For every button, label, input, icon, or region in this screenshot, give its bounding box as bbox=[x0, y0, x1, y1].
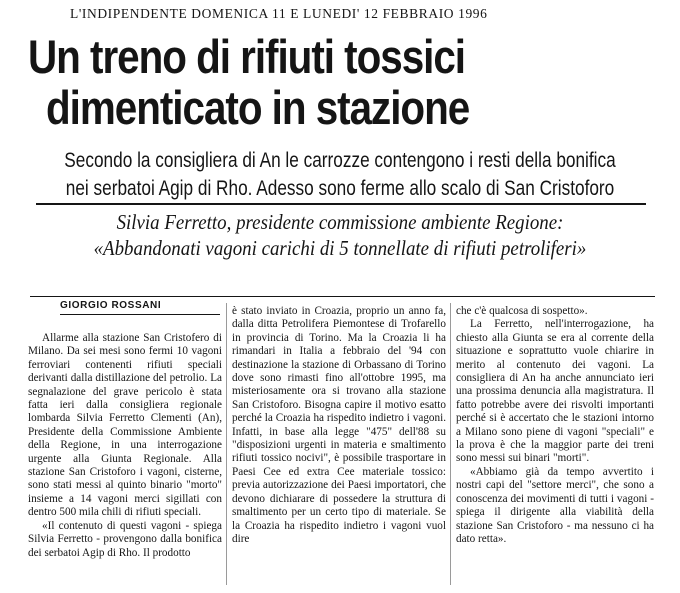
headline-line-1: Un treno di rifiuti tossici bbox=[28, 30, 465, 83]
column-3-paragraph-1: che c'è qualcosa di sospetto». bbox=[456, 305, 588, 317]
subheadline-line-1: Secondo la consigliera di An le carrozze contengono i resti della bonifica bbox=[64, 149, 616, 172]
column-3-paragraph-2: La Ferretto, nell'interrogazione, ha chiesto alla Giunta se era al corrente della situazione e soprattutto vuole chiarire in merito al contenuto dei vagoni. La consigliera di An ha anche annunciato ieri una prossima denuncia alla magistratura. Il fatto potrebbe avere dei risvolti importanti perché si è accertato che le stazioni intorno a Milano sono piene di vagoni "speciali" e la prova è che la maggior parte dei treni sono messi sui binari "morti". bbox=[456, 318, 654, 465]
deck-line-1: Silvia Ferretto, presidente commissione ambiente Regione: bbox=[116, 210, 564, 234]
article-column-3 bbox=[456, 305, 654, 546]
headline-line-2: dimenticato in stazione bbox=[46, 81, 470, 134]
byline-rule bbox=[60, 314, 220, 315]
article-column-2 bbox=[232, 305, 446, 546]
column-1-paragraph-1: Allarme alla stazione San Cristofero di Milano. Da sei mesi sono fermi 10 vagoni ferroviari contenenti rifiuti speciali derivanti dalla distillazione del petrolio. La segnalazione del grave pericolo è stata fatta ieri dalla consigliera regionale lombarda Silvia Ferretto Clementi (An), Presidente della Commissione Ambiente della Regione, in una interrogazione urgente alla Giunta Regionale. Alla stazione San Cristoforo i vagoni, cisterne, sono stati messi al quinto binario "morto" insieme a 14 vagoni merci sigillati con dentro 500 mila chili di rifiuti speciali. bbox=[28, 332, 222, 519]
deck-line-2: «Abbandonati vagoni carichi di 5 tonnellate di rifiuti petroliferi» bbox=[93, 236, 587, 260]
column-3-paragraph-3: «Abbiamo già da tempo avvertito i nostri capi del "settore merci", che sono a conoscenza dei movimenti di tutti i vagoni - spiega il dirigente alla viabilità della stazione San Cristoforo - ma nessuno ci ha dato retta». bbox=[456, 465, 654, 545]
column-divider-1 bbox=[226, 303, 227, 585]
deck-top-rule bbox=[36, 203, 646, 205]
byline: GIORGIO ROSSANI bbox=[60, 300, 162, 311]
article-column-1 bbox=[28, 332, 222, 560]
subheadline-line-2: nei serbatoi Agip di Rho. Adesso sono ferme allo scalo di San Cristoforo bbox=[65, 177, 615, 200]
column-divider-2 bbox=[450, 303, 451, 585]
deck-bottom-rule bbox=[30, 296, 655, 297]
masthead: L'INDIPENDENTE DOMENICA 11 E LUNEDI' 12 FEBBRAIO 1996 bbox=[70, 6, 488, 21]
column-1-paragraph-2: «Il contenuto di questi vagoni - spiega Silvia Ferretto - provengono dalla bonifica dei serbatoi Agip di Rho. Il prodotto bbox=[28, 519, 222, 559]
column-2-paragraph-1: è stato inviato in Croazia, proprio un anno fa, dalla ditta Petrolifera Piemontese di Trofarello in provincia di Torino. Ma la Croazia li ha rimandari in Italia a febbraio del '94 con destinazione la stazione di Orbassano di Torino dove sono rimasti fino all'ottobre 1995, ma misteriosamente ora si trovano alla stazione San Cristoforo. Bisogna capire il motivo esatto perché la Croazia ha rispedito indietro i vagoni. Infatti, in base alla legge "475" dell'88 su "disposizioni urgenti in materia e smaltimento rifiuti tossico nocivi", è possibile trasportare in Paesi Cee ed extra Cee materiale tossico: previa autorizzazione dei Paesi importatori, che devono dichiarare di possedere la struttura di smaltimento per un certo tipo di materiale. Se la Croazia ha rispedito indietro i vagoni vuol dire bbox=[232, 305, 446, 545]
